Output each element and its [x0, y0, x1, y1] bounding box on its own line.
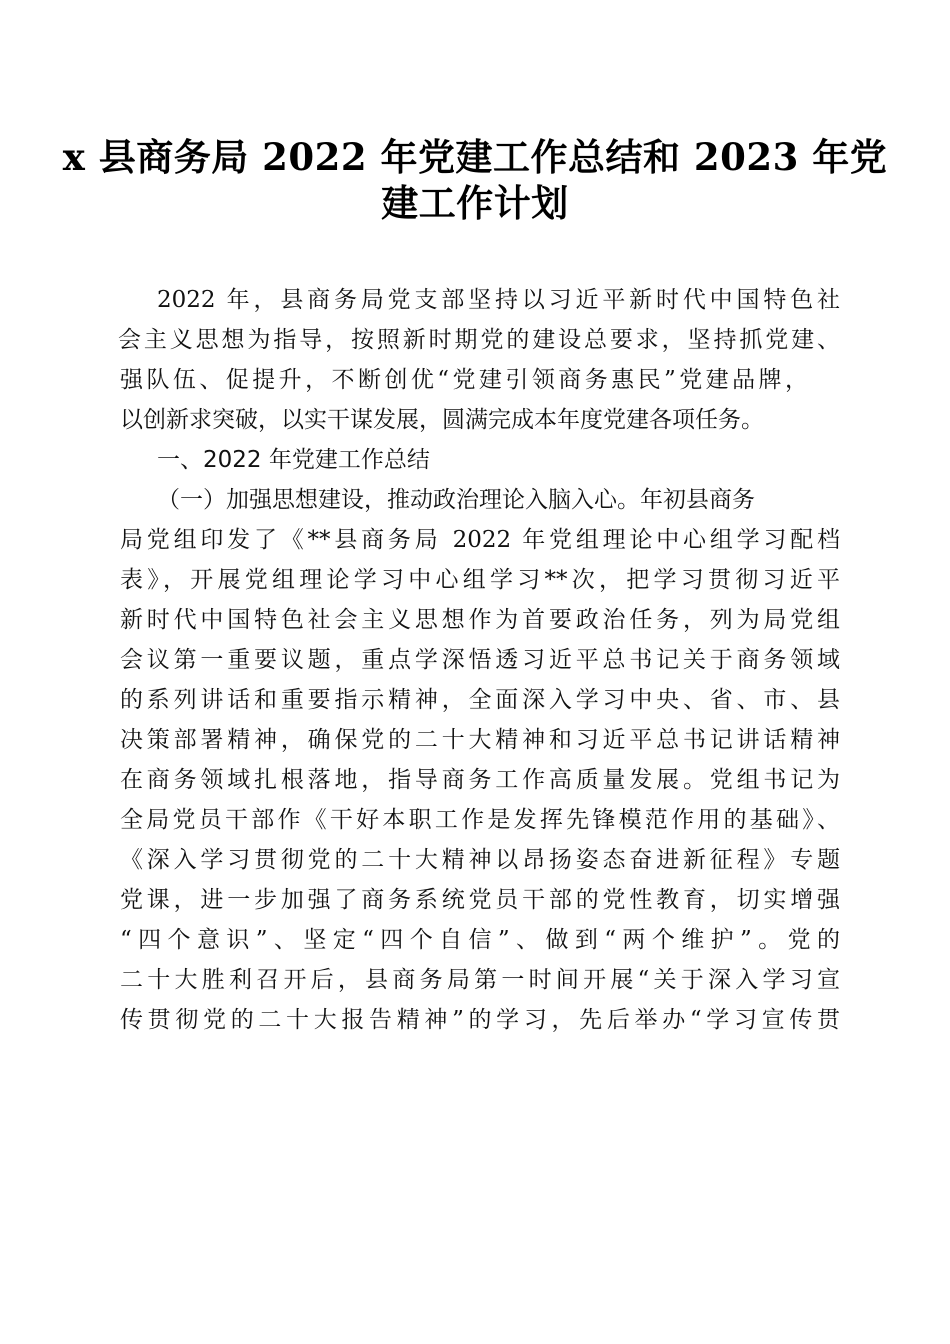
paragraph-line: 的系列讲话和重要指示精神，全面深入学习中央、省、市、县 [120, 687, 840, 713]
paragraph-line: “四个意识”、坚定“四个自信”、做到“两个维护”。党的 [120, 927, 840, 953]
intro-paragraph-line: 强队伍、促提升，不断创优“党建引领商务惠民”党建品牌， [120, 367, 808, 393]
paragraph-line: 会议第一重要议题，重点学深悟透习近平总书记关于商务领域 [120, 647, 840, 673]
title-line-2: 建工作计划 [381, 181, 569, 225]
paragraph-line: 二十大胜利召开后，县商务局第一时间开展“关于深入学习宣 [120, 967, 840, 993]
paragraph-line: 全局党员干部作《干好本职工作是发挥先锋模范作用的基础》、 [120, 807, 840, 833]
paragraph-line: 表》，开展党组理论学习中心组学习**次，把学习贯彻习近平 [120, 567, 840, 593]
intro-paragraph-line: 2022 年，县商务局党支部坚持以习近平新时代中国特色社 [157, 287, 840, 313]
section-heading: 一、2022 年党建工作总结 [157, 447, 430, 473]
subsection-heading: （一）加强思想建设，推动政治理论入脑入心。 [157, 487, 640, 513]
title-line-1: x 县商务局 2022 年党建工作总结和 2023 年党 [62, 135, 888, 179]
paragraph-line: 党课，进一步加强了商务系统党员干部的党性教育，切实增强 [120, 887, 840, 913]
paragraph-line: 在商务领域扎根落地，指导商务工作高质量发展。党组书记为 [120, 767, 840, 793]
intro-paragraph-line: 会主义思想为指导，按照新时期党的建设总要求，坚持抓党建、 [118, 327, 840, 353]
intro-paragraph-line: 以创新求突破，以实干谋发展，圆满完成本年度党建各项任务。 [120, 407, 764, 433]
paragraph-line: 传贯彻党的二十大报告精神”的学习，先后举办“学习宣传贯 [120, 1007, 840, 1033]
document-title [60, 134, 890, 226]
paragraph-line: 决策部署精神，确保党的二十大精神和习近平总书记讲话精神 [120, 727, 840, 753]
paragraph-line: 《深入学习贯彻党的二十大精神以昂扬姿态奋进新征程》专题 [120, 847, 840, 873]
subsection-first-line [157, 480, 840, 520]
subsection-first-line-text: 年初县商务 [640, 487, 755, 513]
paragraph-line: 局党组印发了《**县商务局 2022 年党组理论中心组学习配档 [120, 527, 840, 553]
paragraph-line: 新时代中国特色社会主义思想作为首要政治任务，列为局党组 [120, 607, 840, 633]
